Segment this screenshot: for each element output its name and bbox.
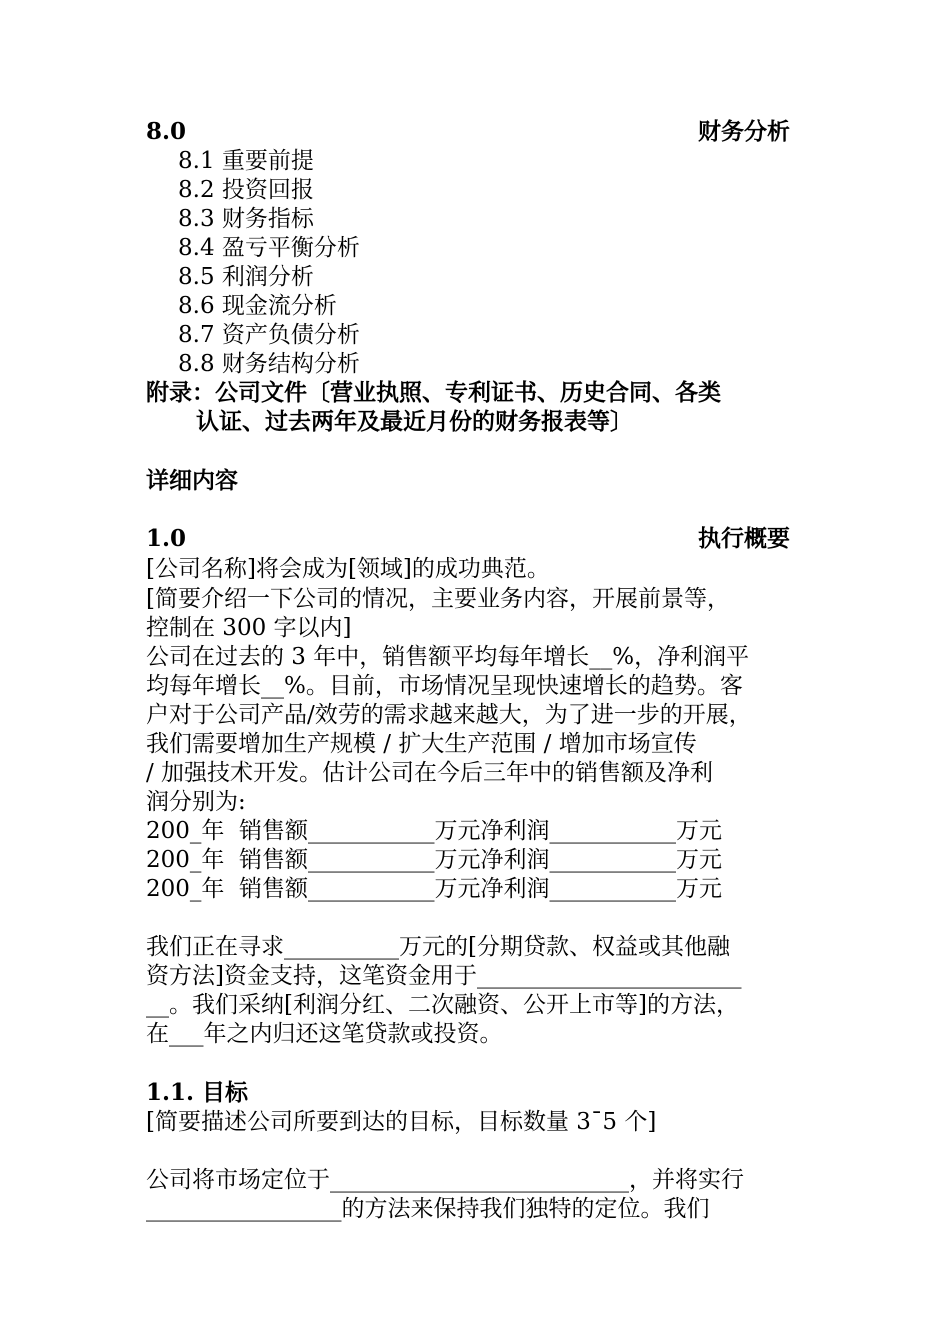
toc-item-8-3: 8.3 财务指标 bbox=[178, 206, 314, 232]
goals-line: [简要描述公司所要到达的目标，目标数量 3¯5 个] bbox=[146, 1109, 657, 1135]
funding-line: 在___年之内归还这笔贷款或投资。 bbox=[146, 1021, 503, 1047]
forecast-row: 200_年 销售额___________万元净利润___________万元 bbox=[146, 847, 723, 873]
forecast-row: 200_年 销售额___________万元净利润___________万元 bbox=[146, 876, 723, 902]
summary-line: 公司在过去的 3 年中，销售额平均每年增长__%，净利润平 bbox=[146, 644, 750, 670]
toc-item-8-2: 8.2 投资回报 bbox=[178, 177, 314, 203]
funding-line: 资方法]资金支持，这笔资金用于_______________________ bbox=[146, 963, 742, 989]
appendix-line-2: 认证、过去两年及最近月份的财务报表等〕 bbox=[196, 408, 633, 435]
toc-item-8-8: 8.8 财务结构分析 bbox=[178, 351, 360, 377]
section-8-title: 财务分析 bbox=[698, 118, 790, 145]
detail-heading: 详细内容 bbox=[146, 467, 238, 494]
funding-line: 我们正在寻求__________万元的[分期贷款、权益或其他融 bbox=[146, 934, 730, 960]
toc-item-8-7: 8.7 资产负债分析 bbox=[178, 322, 360, 348]
toc-item-8-5: 8.5 利润分析 bbox=[178, 264, 314, 290]
summary-line: 户对于公司产品/效劳的需求越来越大，为了进一步的开展， bbox=[146, 702, 752, 728]
toc-item-8-1: 8.1 重要前提 bbox=[178, 148, 314, 174]
section-8-number: 8.0 bbox=[146, 118, 187, 145]
position-line: 公司将市场定位于__________________________，并将实行 bbox=[146, 1167, 744, 1193]
toc-item-8-6: 8.6 现金流分析 bbox=[178, 293, 337, 319]
funding-line: __。我们采纳[利润分红、二次融资、公开上市等]的方法， bbox=[146, 992, 739, 1018]
summary-line: 控制在 300 字以内] bbox=[146, 615, 352, 641]
position-line: _________________的方法来保持我们独特的定位。我们 bbox=[146, 1196, 710, 1222]
summary-line: 我们需要增加生产规模 / 扩大生产范围 / 增加市场宣传 bbox=[146, 731, 697, 757]
section-1-1-heading: 1.1. 目标 bbox=[146, 1079, 249, 1106]
summary-line: 均每年增长__%。目前，市场情况呈现快速增长的趋势。客 bbox=[146, 673, 743, 699]
toc-item-8-4: 8.4 盈亏平衡分析 bbox=[178, 235, 360, 261]
appendix-line-1: 附录：公司文件〔营业执照、专利证书、历史合同、各类 bbox=[146, 379, 721, 406]
section-1-number: 1.0 bbox=[146, 525, 187, 552]
forecast-row: 200_年 销售额___________万元净利润___________万元 bbox=[146, 818, 723, 844]
section-1-title: 执行概要 bbox=[698, 525, 790, 552]
summary-line: [简要介绍一下公司的情况，主要业务内容，开展前景等， bbox=[146, 586, 730, 612]
summary-line: 润分别为: bbox=[146, 789, 246, 815]
summary-line: [公司名称]将会成为[领域]的成功典范。 bbox=[146, 556, 550, 582]
summary-line: / 加强技术开发。估计公司在今后三年中的销售额及净利 bbox=[146, 760, 714, 786]
